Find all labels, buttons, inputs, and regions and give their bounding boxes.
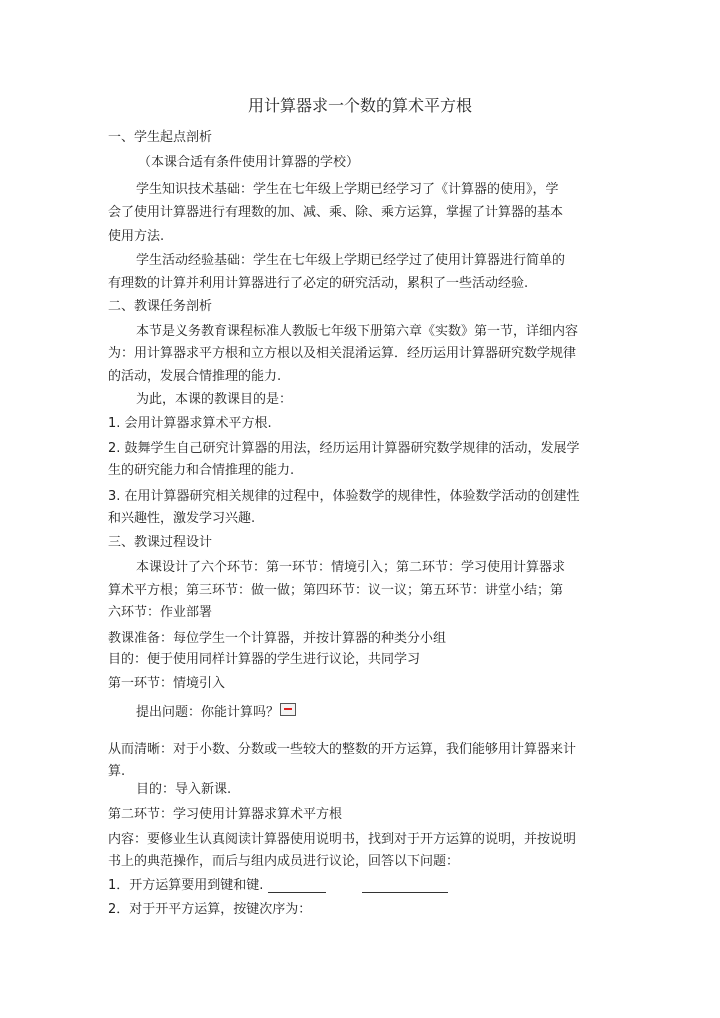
paragraph-line: 本节是义务教育课程标准人教版七年级下册第六章《实数》第一节，详细内容: [136, 324, 579, 339]
paragraph-line: 的活动，发展合情推理的能力.: [108, 369, 282, 384]
paragraph-line: 内容：要修业生认真阅读计算器使用说明书，找到对于开方运算的说明，并按说明: [108, 832, 577, 847]
paragraph-line: 为此，本课的教课目的是：: [136, 392, 293, 407]
step-heading: 第一环节：情境引入: [108, 676, 226, 691]
paragraph-line: 从而清晰：对于小数、分数或一些较大的整数的开方运算，我们能够用计算器来计: [108, 742, 577, 757]
broken-image-icon: [280, 703, 296, 716]
goal-item: 1. 会用计算器求算术平方根.: [108, 416, 272, 431]
paragraph-line: 学生活动经验基础：学生在七年级上学期已经学过了使用计算器进行简单的: [136, 253, 566, 268]
paragraph-line: 使用方法.: [108, 229, 165, 244]
goal-item: 生的研究能力和合情推理的能力.: [108, 463, 295, 478]
section-heading-3: 三、教课过程设计: [108, 535, 213, 550]
paragraph-line: 六环节：作业部署: [108, 605, 213, 620]
section-heading-1: 一、学生起点剖析: [108, 130, 213, 145]
step-heading: 第二环节：学习使用计算器求算术平方根: [108, 807, 343, 822]
paragraph-line: 书上的典范操作，而后与组内成员进行议论，回答以下问题：: [108, 854, 460, 869]
purpose-text: 目的：便于使用同样计算器的学生进行议论，共同学习: [108, 652, 421, 667]
answer-blank[interactable]: [268, 892, 326, 893]
goal-item: 和兴趣性，激发学习兴趣.: [108, 511, 256, 526]
paragraph-line: 会了使用计算器进行有理数的加、减、乘、除、乘方运算，掌握了计算器的基本: [108, 205, 564, 220]
section-heading-2: 二、教课任务剖析: [108, 299, 213, 314]
note-text: （本课合适有条件使用计算器的学校）: [138, 155, 360, 170]
paragraph-line: 有理数的计算并利用计算器进行了必定的研究活动，累积了一些活动经验.: [108, 276, 529, 291]
prep-text: 教课准备：每位学生一个计算器，并按计算器的种类分小组: [108, 631, 447, 646]
aim-text: 目的：导入新课.: [136, 782, 232, 797]
question-item: 1．开方运算要用到键和键.: [108, 878, 264, 893]
paragraph-line: 本课设计了六个环节：第一环节：情境引入；第二环节：学习使用计算器求: [136, 560, 566, 575]
page-title: 用计算器求一个数的算术平方根: [247, 96, 472, 115]
goal-item: 3. 在用计算器研究相关规律的过程中，体验数学的规律性，体验数学活动的创建性: [108, 489, 580, 504]
question-text: 提出问题：你能计算吗？: [136, 705, 280, 720]
paragraph-line: 算.: [108, 764, 126, 779]
goal-item: 2. 鼓舞学生自己研究计算器的用法，经历运用计算器研究数学规律的活动，发展学: [108, 441, 580, 456]
question-item: 2．对于开平方运算，按键次序为：: [108, 902, 312, 917]
paragraph-line: 算术平方根；第三环节：做一做；第四环节：议一议；第五环节：讲堂小结；第: [108, 583, 564, 598]
paragraph-line: 学生知识技术基础：学生在七年级上学期已经学习了《计算器的使用》，学: [136, 182, 559, 197]
paragraph-line: 为：用计算器求平方根和立方根以及相关混淆运算．经历运用计算器研究数学规律: [108, 346, 577, 361]
answer-blank[interactable]: [362, 892, 448, 893]
